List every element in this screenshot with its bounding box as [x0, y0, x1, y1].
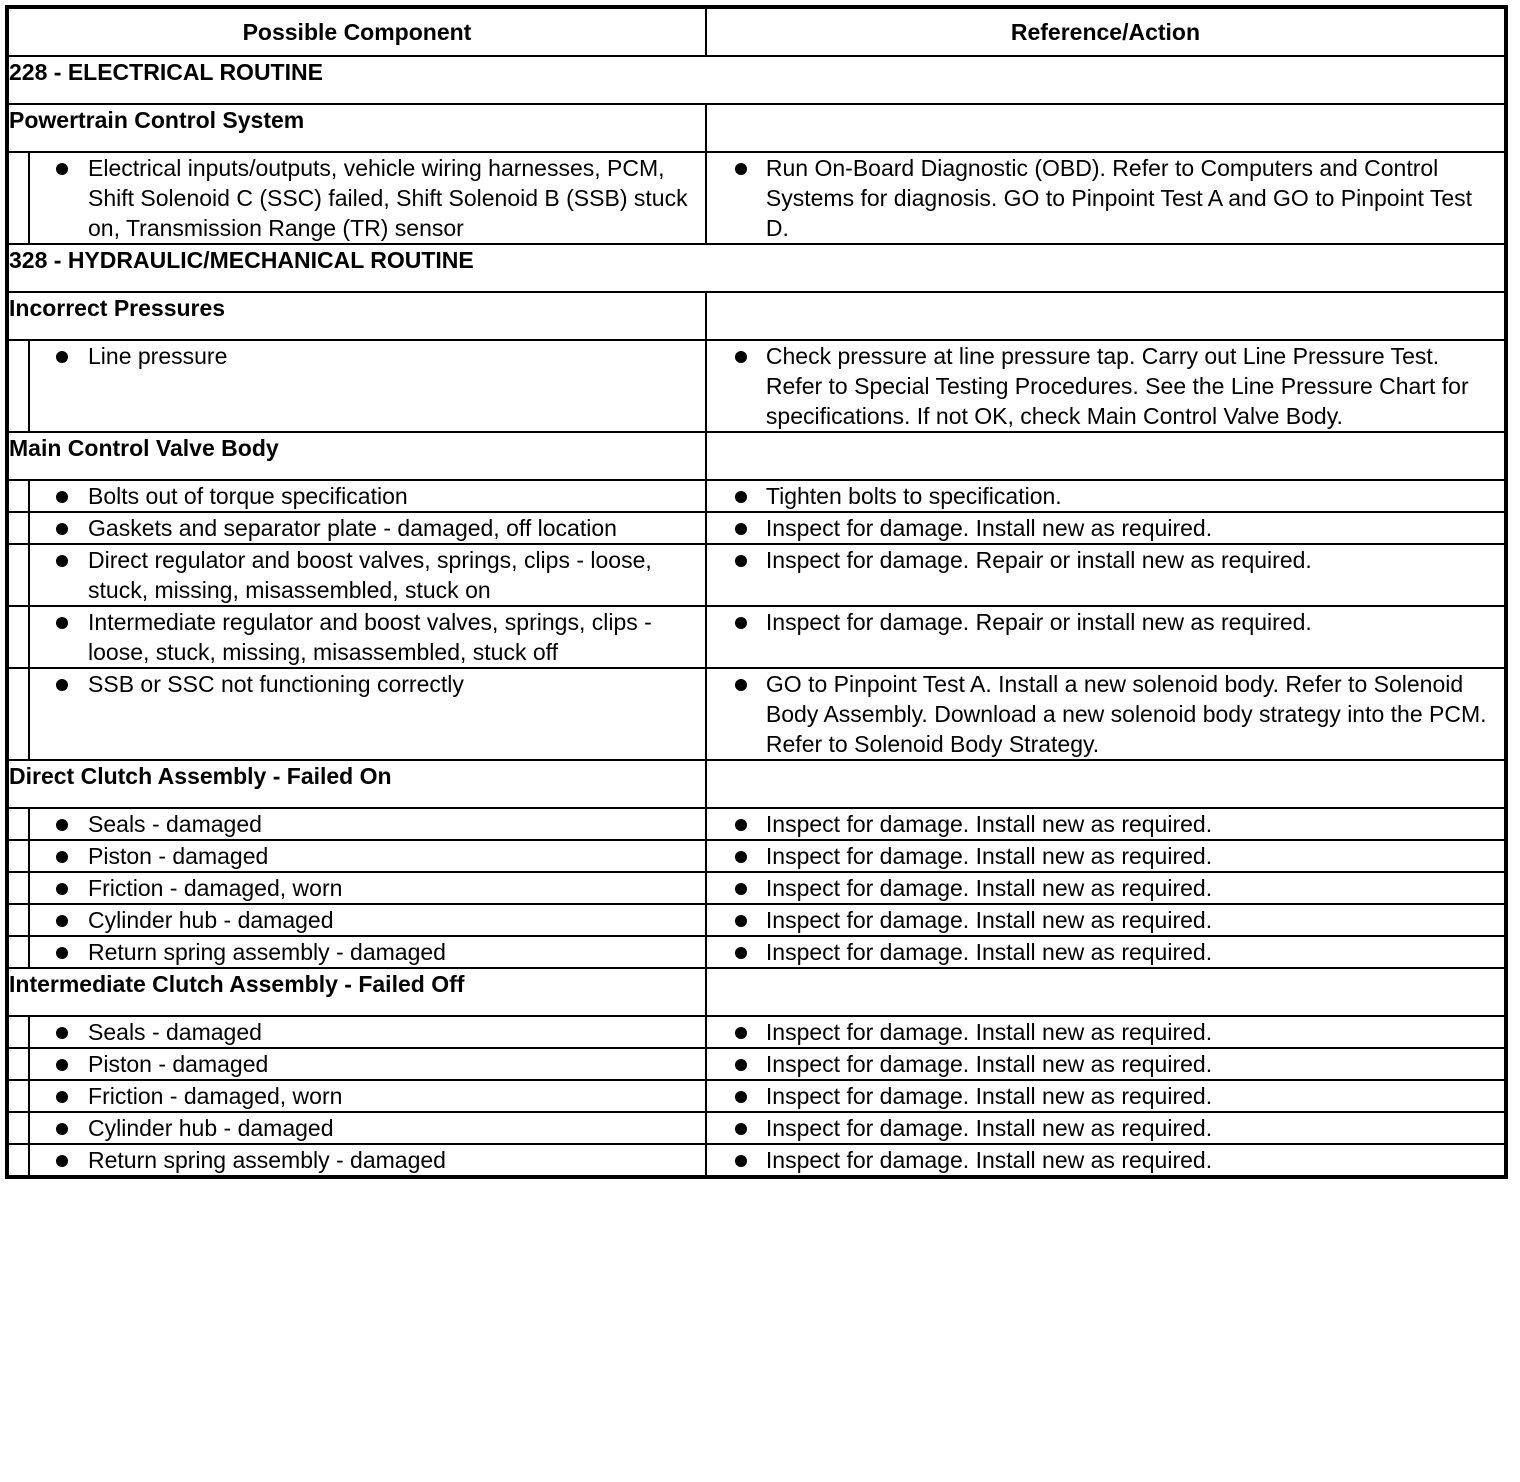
component-bullet-item	[30, 481, 705, 511]
bullet-icon	[735, 819, 747, 831]
bullet-icon	[56, 1091, 68, 1103]
bullet-icon	[735, 1091, 747, 1103]
indent-cell	[7, 668, 29, 760]
bullet-icon	[735, 947, 747, 959]
indent-cell	[7, 808, 29, 840]
bullet-icon	[735, 1123, 747, 1135]
header-row	[7, 7, 1506, 56]
component-text: Intermediate regulator and boost valves, springs, clips - loose, stuck, missing, misassembled, stuck off	[88, 609, 652, 665]
group-empty-cell	[706, 760, 1506, 808]
action-bullet-item	[707, 809, 1504, 839]
table-row	[7, 480, 1506, 512]
component-bullet-item	[30, 937, 705, 967]
component-bullet-item	[30, 1081, 705, 1111]
table-row	[7, 904, 1506, 936]
bullet-icon	[56, 1027, 68, 1039]
bullet-icon	[56, 163, 68, 175]
action-cell	[706, 904, 1506, 936]
component-cell	[29, 808, 706, 840]
action-text: Check pressure at line pressure tap. Carry out Line Pressure Test. Refer to Special Testing Procedures. See the Line Pressure Chart for specifications. If not OK, check Main Control Valve Body.	[765, 343, 1469, 429]
component-cell	[29, 936, 706, 968]
component-cell	[29, 668, 706, 760]
action-cell	[706, 340, 1506, 432]
component-text: Friction - damaged, worn	[88, 875, 343, 901]
component-bullet-item	[30, 809, 705, 839]
table-row	[7, 1016, 1506, 1048]
bullet-icon	[56, 351, 68, 363]
component-bullet-item	[30, 905, 705, 935]
bullet-icon	[56, 947, 68, 959]
indent-cell	[7, 1016, 29, 1048]
component-text: Seals - damaged	[88, 1019, 262, 1045]
action-text: Inspect for damage. Install new as required.	[765, 939, 1213, 965]
bullet-icon	[735, 555, 747, 567]
bullet-icon	[735, 915, 747, 927]
action-text: Inspect for damage. Install new as required.	[765, 1051, 1213, 1077]
component-bullet-item	[30, 153, 705, 243]
diagnostic-table	[5, 5, 1508, 1179]
bullet-icon	[735, 491, 747, 503]
bullet-icon	[56, 915, 68, 927]
bullet-icon	[735, 1027, 747, 1039]
bullet-icon	[735, 679, 747, 691]
action-text: Run On-Board Diagnostic (OBD). Refer to Computers and Control Systems for diagnosis. GO to Pinpoint Test A and GO to Pinpoint Test D.	[765, 155, 1473, 241]
action-cell	[706, 606, 1506, 668]
group-title: Main Control Valve Body	[7, 432, 706, 480]
component-cell	[29, 1080, 706, 1112]
bullet-icon	[735, 163, 747, 175]
group-row	[7, 432, 1506, 480]
indent-cell	[7, 152, 29, 244]
indent-cell	[7, 936, 29, 968]
indent-cell	[7, 1112, 29, 1144]
table-row	[7, 872, 1506, 904]
table-row	[7, 840, 1506, 872]
action-cell	[706, 512, 1506, 544]
component-text: Direct regulator and boost valves, springs, clips - loose, stuck, missing, misassembled, stuck on	[88, 547, 652, 603]
action-bullet-item	[707, 873, 1504, 903]
component-cell	[29, 1048, 706, 1080]
component-text: Electrical inputs/outputs, vehicle wiring harnesses, PCM, Shift Solenoid C (SSC) failed, Shift Solenoid B (SSB) stuck on, Transmission Range (TR) sensor	[88, 155, 688, 241]
group-row	[7, 968, 1506, 1016]
group-row	[7, 292, 1506, 340]
section-title: 328 - HYDRAULIC/MECHANICAL ROUTINE	[7, 244, 1506, 292]
component-text: Cylinder hub - damaged	[88, 1115, 334, 1141]
action-cell	[706, 840, 1506, 872]
bullet-icon	[56, 555, 68, 567]
group-empty-cell	[706, 292, 1506, 340]
bullet-icon	[56, 883, 68, 895]
indent-cell	[7, 512, 29, 544]
indent-cell	[7, 1080, 29, 1112]
component-text: Friction - damaged, worn	[88, 1083, 343, 1109]
component-bullet-item	[30, 1049, 705, 1079]
component-text: Line pressure	[88, 343, 228, 369]
action-bullet-item	[707, 513, 1504, 543]
group-empty-cell	[706, 432, 1506, 480]
component-bullet-item	[30, 1145, 705, 1175]
component-bullet-item	[30, 545, 705, 605]
component-cell	[29, 544, 706, 606]
component-cell	[29, 904, 706, 936]
group-row	[7, 760, 1506, 808]
group-row	[7, 104, 1506, 152]
bullet-icon	[56, 523, 68, 535]
table-row	[7, 808, 1506, 840]
action-text: Inspect for damage. Install new as required.	[765, 515, 1213, 541]
bullet-icon	[56, 617, 68, 629]
group-empty-cell	[706, 104, 1506, 152]
bullet-icon	[735, 883, 747, 895]
component-bullet-item	[30, 341, 705, 371]
indent-cell	[7, 1144, 29, 1177]
group-title: Direct Clutch Assembly - Failed On	[7, 760, 706, 808]
header-possible-component: Possible Component	[7, 7, 706, 56]
action-bullet-item	[707, 905, 1504, 935]
table-row	[7, 1112, 1506, 1144]
component-cell	[29, 340, 706, 432]
header-reference-action: Reference/Action	[706, 7, 1506, 56]
section-row	[7, 56, 1506, 104]
table-row	[7, 152, 1506, 244]
action-cell	[706, 152, 1506, 244]
action-text: Inspect for damage. Install new as required.	[765, 811, 1213, 837]
action-text: Inspect for damage. Install new as required.	[765, 907, 1213, 933]
bullet-icon	[735, 1155, 747, 1167]
action-bullet-item	[707, 481, 1504, 511]
action-cell	[706, 1144, 1506, 1177]
component-cell	[29, 152, 706, 244]
action-bullet-item	[707, 1049, 1504, 1079]
component-cell	[29, 480, 706, 512]
action-cell	[706, 936, 1506, 968]
action-bullet-item	[707, 341, 1504, 431]
component-bullet-item	[30, 841, 705, 871]
component-text: SSB or SSC not functioning correctly	[88, 671, 464, 697]
table-row	[7, 1048, 1506, 1080]
table-row	[7, 668, 1506, 760]
action-cell	[706, 1048, 1506, 1080]
action-cell	[706, 544, 1506, 606]
component-bullet-item	[30, 1113, 705, 1143]
action-bullet-item	[707, 1017, 1504, 1047]
action-bullet-item	[707, 841, 1504, 871]
action-text: Inspect for damage. Install new as required.	[765, 1019, 1213, 1045]
bullet-icon	[56, 851, 68, 863]
bullet-icon	[56, 1123, 68, 1135]
action-text: Tighten bolts to specification.	[765, 483, 1062, 509]
action-cell	[706, 1016, 1506, 1048]
bullet-icon	[735, 851, 747, 863]
bullet-icon	[56, 1059, 68, 1071]
component-cell	[29, 1144, 706, 1177]
action-bullet-item	[707, 607, 1504, 637]
action-bullet-item	[707, 1145, 1504, 1175]
indent-cell	[7, 1048, 29, 1080]
action-text: Inspect for damage. Install new as required.	[765, 1147, 1213, 1173]
component-text: Return spring assembly - damaged	[88, 939, 446, 965]
component-bullet-item	[30, 873, 705, 903]
section-row	[7, 244, 1506, 292]
action-cell	[706, 1080, 1506, 1112]
component-text: Seals - damaged	[88, 811, 262, 837]
action-bullet-item	[707, 669, 1504, 759]
section-title: 228 - ELECTRICAL ROUTINE	[7, 56, 1506, 104]
component-cell	[29, 606, 706, 668]
table-row	[7, 1144, 1506, 1177]
group-title: Intermediate Clutch Assembly - Failed Off	[7, 968, 706, 1016]
component-text: Cylinder hub - damaged	[88, 907, 334, 933]
bullet-icon	[56, 1155, 68, 1167]
bullet-icon	[56, 819, 68, 831]
table-row	[7, 340, 1506, 432]
table-row	[7, 1080, 1506, 1112]
action-bullet-item	[707, 1113, 1504, 1143]
action-cell	[706, 1112, 1506, 1144]
component-cell	[29, 1112, 706, 1144]
component-text: Bolts out of torque specification	[88, 483, 408, 509]
action-text: Inspect for damage. Install new as required.	[765, 875, 1213, 901]
component-bullet-item	[30, 607, 705, 667]
component-bullet-item	[30, 669, 705, 699]
action-cell	[706, 808, 1506, 840]
component-cell	[29, 512, 706, 544]
indent-cell	[7, 340, 29, 432]
action-text: Inspect for damage. Install new as required.	[765, 843, 1213, 869]
action-bullet-item	[707, 153, 1504, 243]
component-bullet-item	[30, 513, 705, 543]
action-bullet-item	[707, 545, 1504, 575]
component-text: Return spring assembly - damaged	[88, 1147, 446, 1173]
indent-cell	[7, 840, 29, 872]
table-row	[7, 606, 1506, 668]
bullet-icon	[735, 617, 747, 629]
group-title: Powertrain Control System	[7, 104, 706, 152]
action-text: Inspect for damage. Repair or install new as required.	[765, 547, 1312, 573]
action-bullet-item	[707, 1081, 1504, 1111]
table-row	[7, 544, 1506, 606]
component-cell	[29, 840, 706, 872]
indent-cell	[7, 904, 29, 936]
bullet-icon	[735, 351, 747, 363]
group-title: Incorrect Pressures	[7, 292, 706, 340]
action-text: Inspect for damage. Install new as required.	[765, 1083, 1213, 1109]
indent-cell	[7, 480, 29, 512]
component-cell	[29, 1016, 706, 1048]
indent-cell	[7, 872, 29, 904]
bullet-icon	[735, 523, 747, 535]
component-cell	[29, 872, 706, 904]
table-row	[7, 936, 1506, 968]
bullet-icon	[735, 1059, 747, 1071]
component-text: Gaskets and separator plate - damaged, off location	[88, 515, 617, 541]
component-text: Piston - damaged	[88, 843, 269, 869]
table-row	[7, 512, 1506, 544]
indent-cell	[7, 544, 29, 606]
table-body	[7, 56, 1506, 1177]
component-text: Piston - damaged	[88, 1051, 269, 1077]
action-bullet-item	[707, 937, 1504, 967]
action-text: Inspect for damage. Repair or install new as required.	[765, 609, 1312, 635]
bullet-icon	[56, 679, 68, 691]
component-bullet-item	[30, 1017, 705, 1047]
action-cell	[706, 872, 1506, 904]
group-empty-cell	[706, 968, 1506, 1016]
action-text: Inspect for damage. Install new as required.	[765, 1115, 1213, 1141]
indent-cell	[7, 606, 29, 668]
bullet-icon	[56, 491, 68, 503]
action-cell	[706, 480, 1506, 512]
action-cell	[706, 668, 1506, 760]
action-text: GO to Pinpoint Test A. Install a new solenoid body. Refer to Solenoid Body Assembly. Download a new solenoid body strategy into the PCM. Refer to Solenoid Body Strategy.	[765, 671, 1487, 757]
